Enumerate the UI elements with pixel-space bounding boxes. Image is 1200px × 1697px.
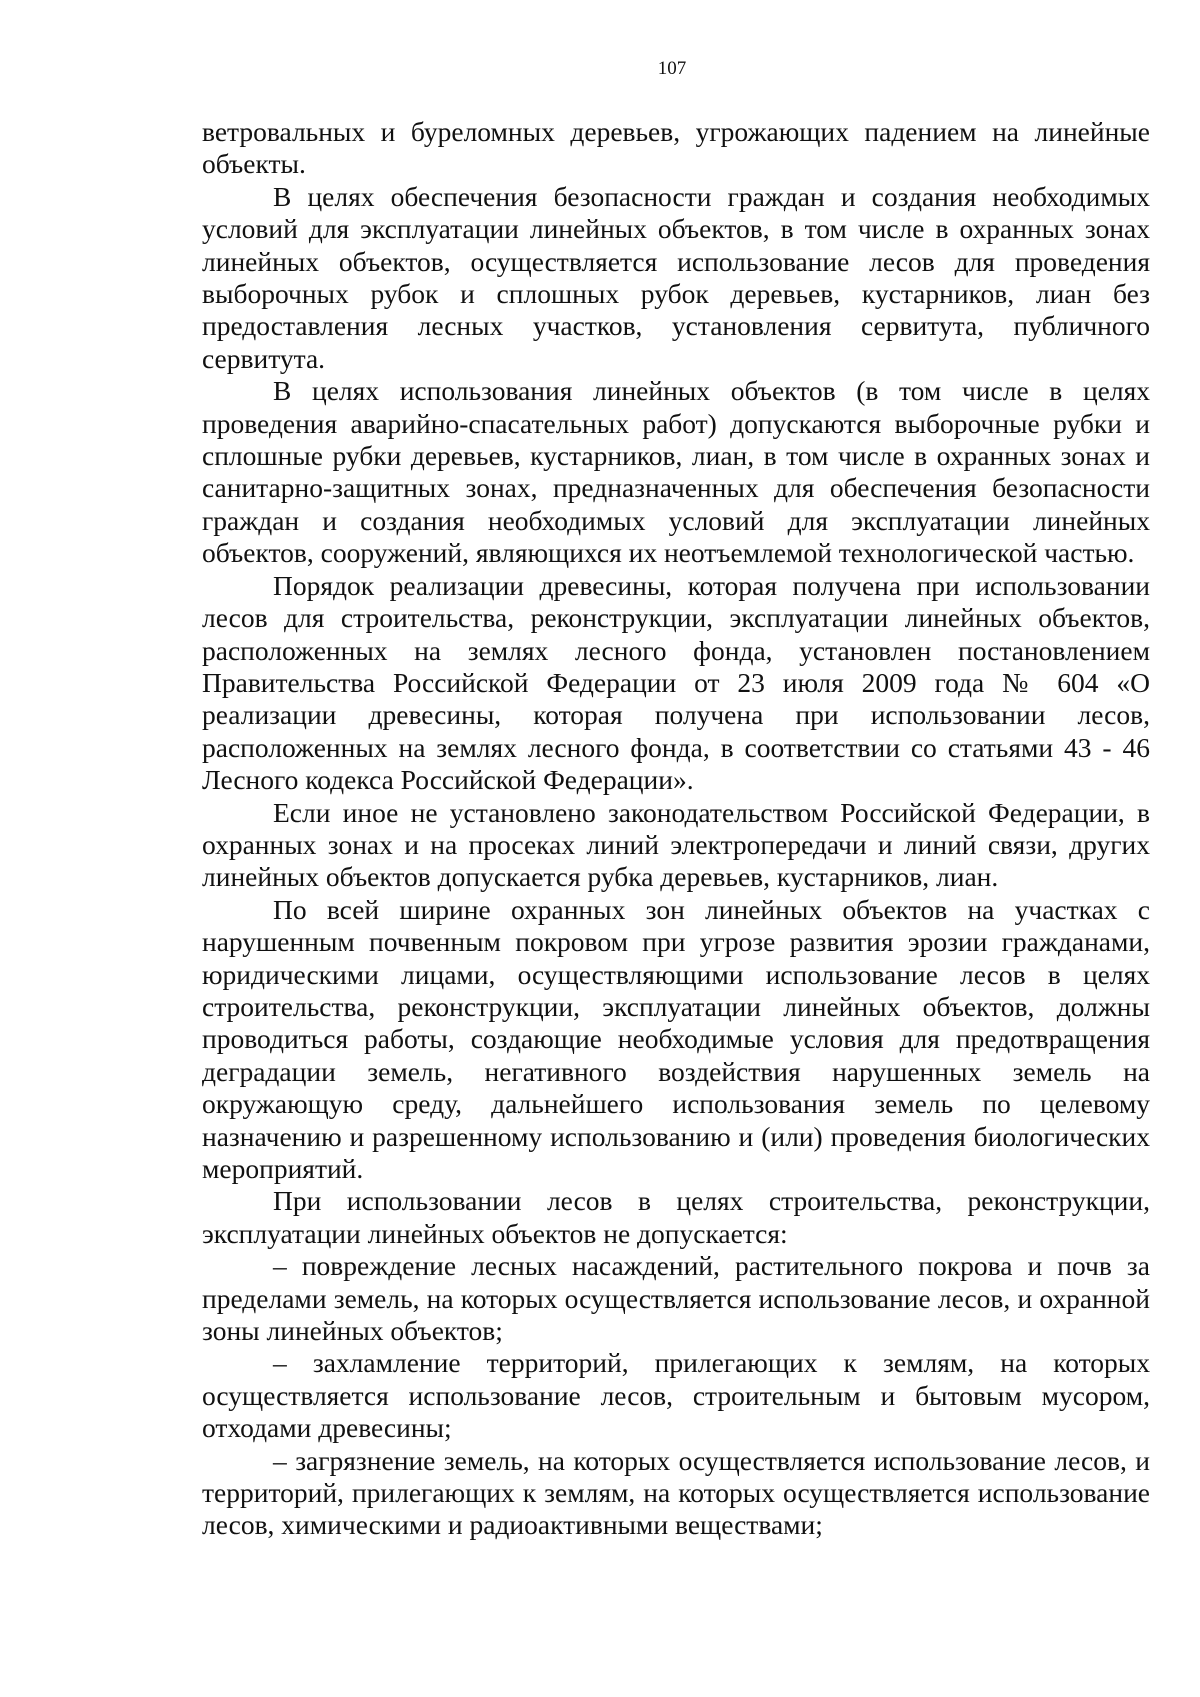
paragraph-prohibitions-intro: При использовании лесов в целях строительства, реконструкции, эксплуатации линейных объектов не допускается:: [202, 1185, 1150, 1249]
list-item-littering: – захламление территорий, прилегающих к землям, на которых осуществляется использование лесов, строительным и бытовым мусором, отходами древесины;: [202, 1347, 1150, 1444]
paragraph-continuation: ветровальных и буреломных деревьев, угрожающих падением на линейные объекты.: [202, 116, 1150, 180]
paragraph-timber-sale-order: Порядок реализации древесины, которая получена при использовании лесов для строительства, реконструкции, эксплуатации линейных объектов, расположенных на землях лесного фонда, установлен постановлением Правительства Российской Федерации от 23 июля 2009 года № 604 «О реализации древесины, которая получена при использовании лесов, расположенных на землях лесного фонда, в соответствии со статьями 43 - 46 Лесного кодекса Российской Федерации».: [202, 569, 1150, 796]
paragraph-linear-objects-use: В целях использования линейных объектов (в том числе в целях проведения аварийно-спасательных работ) допускаются выборочные рубки и сплошные рубки деревьев, кустарников, лиан, в том числе в охранных зонах и санитарно-защитных зонах, предназначенных для обеспечения безопасности граждан и создания необходимых условий для эксплуатации линейных объектов, сооружений, являющихся их неотъемлемой технологической частью.: [202, 375, 1150, 569]
list-item-pollution: – загрязнение земель, на которых осуществляется использование лесов, и территорий, прилегающих к землям, на которых осуществляется использование лесов, химическими и радиоактивными веществами;: [202, 1444, 1150, 1541]
document-body: [202, 116, 1150, 1542]
paragraph-safety-felling: В целях обеспечения безопасности граждан и создания необходимых условий для эксплуатации линейных объектов, в том числе в охранных зонах линейных объектов, осуществляется использование лесов для проведения выборочных рубок и сплошных рубок деревьев, кустарников, лиан без предоставления лесных участков, установления сервитута, публичного сервитута.: [202, 180, 1150, 374]
paragraph-erosion-works: По всей ширине охранных зон линейных объектов на участках с нарушенным почвенным покровом при угрозе развития эрозии гражданами, юридическими лицами, осуществляющими использование лесов в целях строительства, реконструкции, эксплуатации линейных объектов, должны проводиться работы, создающие необходимые условия для предотвращения деградации земель, негативного воздействия нарушенных земель на окружающую среду, дальнейшего использования земель по целевому назначению и разрешенному использованию и (или) проведения биологических мероприятий.: [202, 893, 1150, 1184]
page-number: 107: [657, 58, 687, 79]
list-item-damage: – повреждение лесных насаждений, растительного покрова и почв за пределами земель, на которых осуществляется использование лесов, и охранной зоны линейных объектов;: [202, 1250, 1150, 1347]
paragraph-power-line-clearings: Если иное не установлено законодательством Российской Федерации, в охранных зонах и на просеках линий электропередачи и линий связи, других линейных объектов допускается рубка деревьев, кустарников, лиан.: [202, 796, 1150, 893]
